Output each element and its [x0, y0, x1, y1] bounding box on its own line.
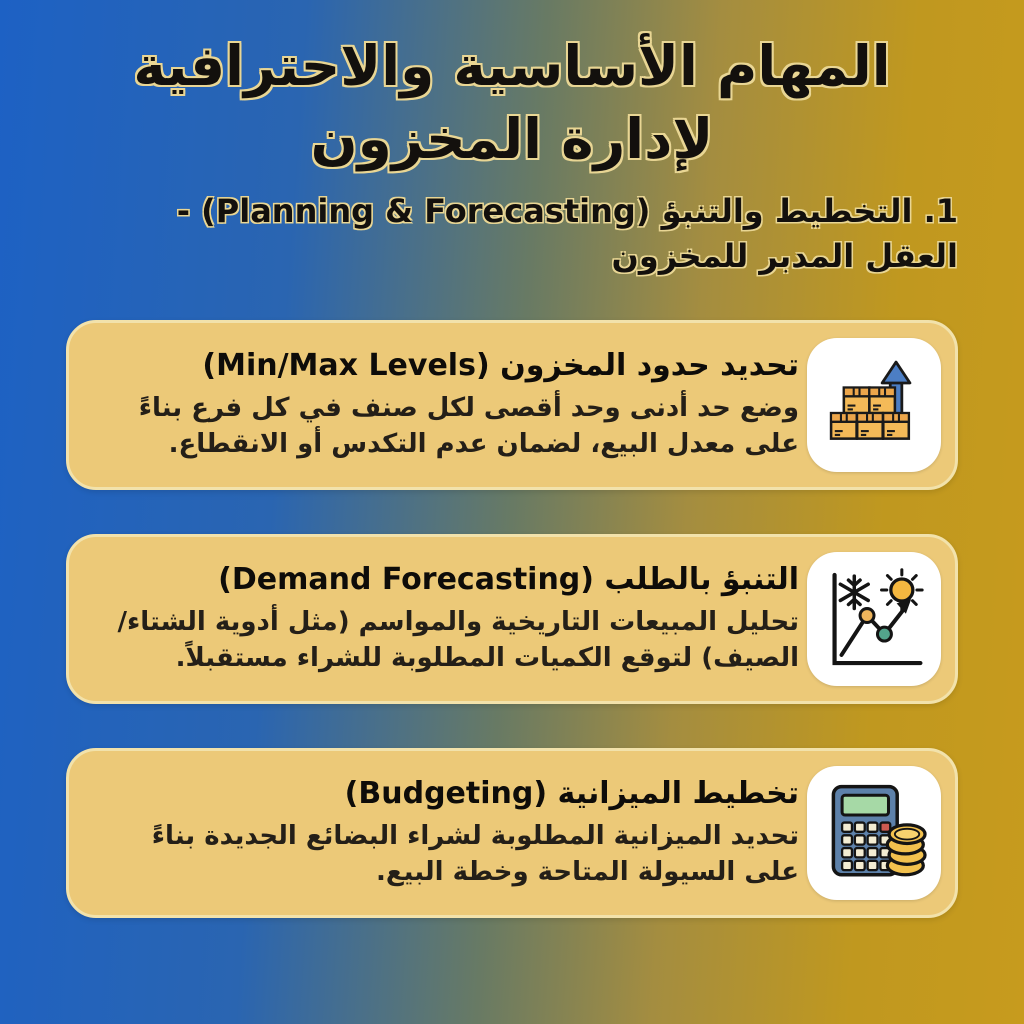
page-title: [0, 0, 1024, 175]
boxes-up-arrow-icon: [807, 338, 941, 472]
card-text: [93, 771, 807, 894]
card-title: تخطيط الميزانية (Budgeting): [344, 776, 799, 812]
task-card-budgeting: [66, 748, 958, 918]
card-text: [93, 557, 807, 680]
card-title: التنبؤ بالطلب (Demand Forecasting): [218, 562, 799, 598]
page-title-line-1: المهام الأساسية والاحترافية: [133, 34, 891, 98]
task-card-demand-forecasting: [66, 534, 958, 704]
task-card-min-max-levels: [66, 320, 958, 490]
card-body: وضع حد أدنى وحد أقصى لكل صنف في كل فرع بناءً على معدل البيع، لضمان عدم التكدس أو الانقطاع.: [138, 392, 799, 460]
card-text: [93, 343, 807, 466]
page-title-line-2: لإدارة المخزون: [310, 106, 714, 171]
calculator-coins-icon: [807, 766, 941, 900]
card-title: تحديد حدود المخزون (Min/Max Levels): [202, 348, 799, 384]
snowflake-glyph: [840, 576, 868, 608]
card-body: تحديد الميزانية المطلوبة لشراء البضائع الجديدة بناءً على السيولة المتاحة وخطة البيع.: [151, 820, 799, 888]
task-cards: [66, 320, 958, 918]
seasonal-sales-chart-icon: [807, 552, 941, 686]
section-subtitle: 1. التخطيط والتنبؤ (Planning & Forecasting) - العقل المدبر للمخزون: [176, 192, 958, 275]
card-body: تحليل المبيعات التاريخية والمواسم (مثل أدوية الشتاء/ الصيف) لتوقع الكميات المطلوبة للشراء مستقبلاً.: [117, 606, 799, 674]
